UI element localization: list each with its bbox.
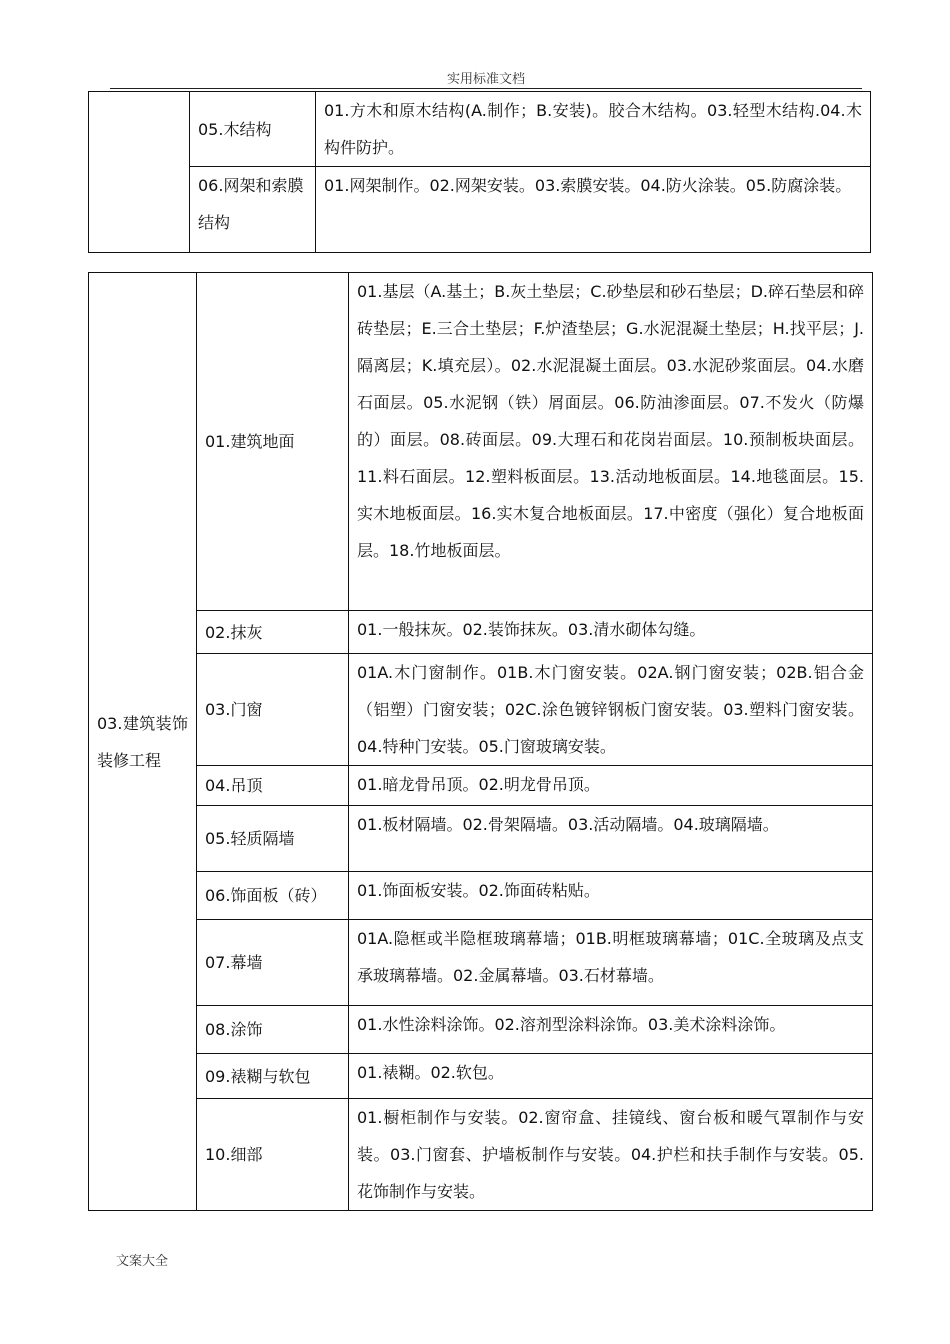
table-row [89, 766, 873, 806]
subitem-name: 05.木结构 [190, 92, 316, 167]
subitem-name: 04.吊顶 [197, 766, 349, 806]
table-row [89, 920, 873, 1006]
subitem-name: 05.轻质隔墙 [197, 806, 349, 872]
subitem-content: 01.方木和原木结构(A.制作；B.安装)。胶合木结构。03.轻型木结构.04.木构件防护。 [316, 92, 871, 167]
table-structure-continued [88, 91, 871, 253]
table-row [89, 273, 873, 611]
subitem-name: 10.细部 [197, 1099, 349, 1211]
subitem-name: 09.裱糊与软包 [197, 1054, 349, 1099]
subitem-name: 02.抹灰 [197, 611, 349, 654]
subitem-content: 01.板材隔墙。02.骨架隔墙。03.活动隔墙。04.玻璃隔墙。 [349, 806, 873, 872]
page-footer: 文案大全 [116, 1254, 169, 1269]
subitem-name: 07.幕墙 [197, 920, 349, 1006]
table-row [89, 611, 873, 654]
table-decoration [88, 272, 873, 1211]
subitem-content: 01.网架制作。02.网架安装。03.索膜安装。04.防火涂装。05.防腐涂装。 [316, 167, 871, 253]
table-row [89, 1099, 873, 1211]
table-row [89, 872, 873, 920]
subitem-content: 01.一般抹灰。02.装饰抹灰。03.清水砌体勾缝。 [349, 611, 873, 654]
table-row [89, 1054, 873, 1099]
page-header: 实用标准文档 [446, 72, 525, 87]
table-row [89, 1006, 873, 1054]
subitem-content: 01A.隐框或半隐框玻璃幕墙；01B.明框玻璃幕墙；01C.全玻璃及点支承玻璃幕墙。02.金属幕墙。03.石材幕墙。 [349, 920, 873, 1006]
subitem-name: 01.建筑地面 [197, 273, 349, 611]
subitem-name: 08.涂饰 [197, 1006, 349, 1054]
subitem-content: 01.裱糊。02.软包。 [349, 1054, 873, 1099]
header-rule [110, 88, 862, 89]
subitem-content: 01.暗龙骨吊顶。02.明龙骨吊顶。 [349, 766, 873, 806]
subitem-content: 01.饰面板安装。02.饰面砖粘贴。 [349, 872, 873, 920]
subitem-content: 01.水性涂料涂饰。02.溶剂型涂料涂饰。03.美术涂料涂饰。 [349, 1006, 873, 1054]
subitem-name: 03.门窗 [197, 654, 349, 766]
table-row [89, 92, 871, 167]
table-row [89, 654, 873, 766]
category-cell: 03.建筑装饰装修工程 [89, 273, 197, 1211]
subitem-name: 06.饰面板（砖） [197, 872, 349, 920]
subitem-content: 01.基层（A.基土；B.灰土垫层；C.砂垫层和砂石垫层；D.碎石垫层和碎砖垫层；E.三合土垫层；F.炉渣垫层；G.水泥混凝土垫层；H.找平层；J.隔离层；K.填充层）。02.水泥混凝土面层。03.水泥砂浆面层。04.水磨石面层。05.水泥钢（铁）屑面层。06.防油渗面层。07.不发火（防爆的）面层。08.砖面层。09.大理石和花岗岩面层。10.预制板块面层。11.料石面层。12.塑料板面层。13.活动地板面层。14.地毯面层。15.实木地板面层。16.实木复合地板面层。17.中密度（强化）复合地板面层。18.竹地板面层。 [349, 273, 873, 611]
subitem-content: 01.橱柜制作与安装。02.窗帘盒、挂镜线、窗台板和暖气罩制作与安装。03.门窗套、护墙板制作与安装。04.护栏和扶手制作与安装。05.花饰制作与安装。 [349, 1099, 873, 1211]
subitem-content: 01A.木门窗制作。01B.木门窗安装。02A.钢门窗安装；02B.铝合金（铝塑）门窗安装；02C.涂色镀锌钢板门窗安装。03.塑料门窗安装。04.特种门安装。05.门窗玻璃安装。 [349, 654, 873, 766]
table-row [89, 806, 873, 872]
category-cell-empty [89, 92, 190, 253]
table-row [89, 167, 871, 253]
subitem-name: 06.网架和索膜结构 [190, 167, 316, 253]
